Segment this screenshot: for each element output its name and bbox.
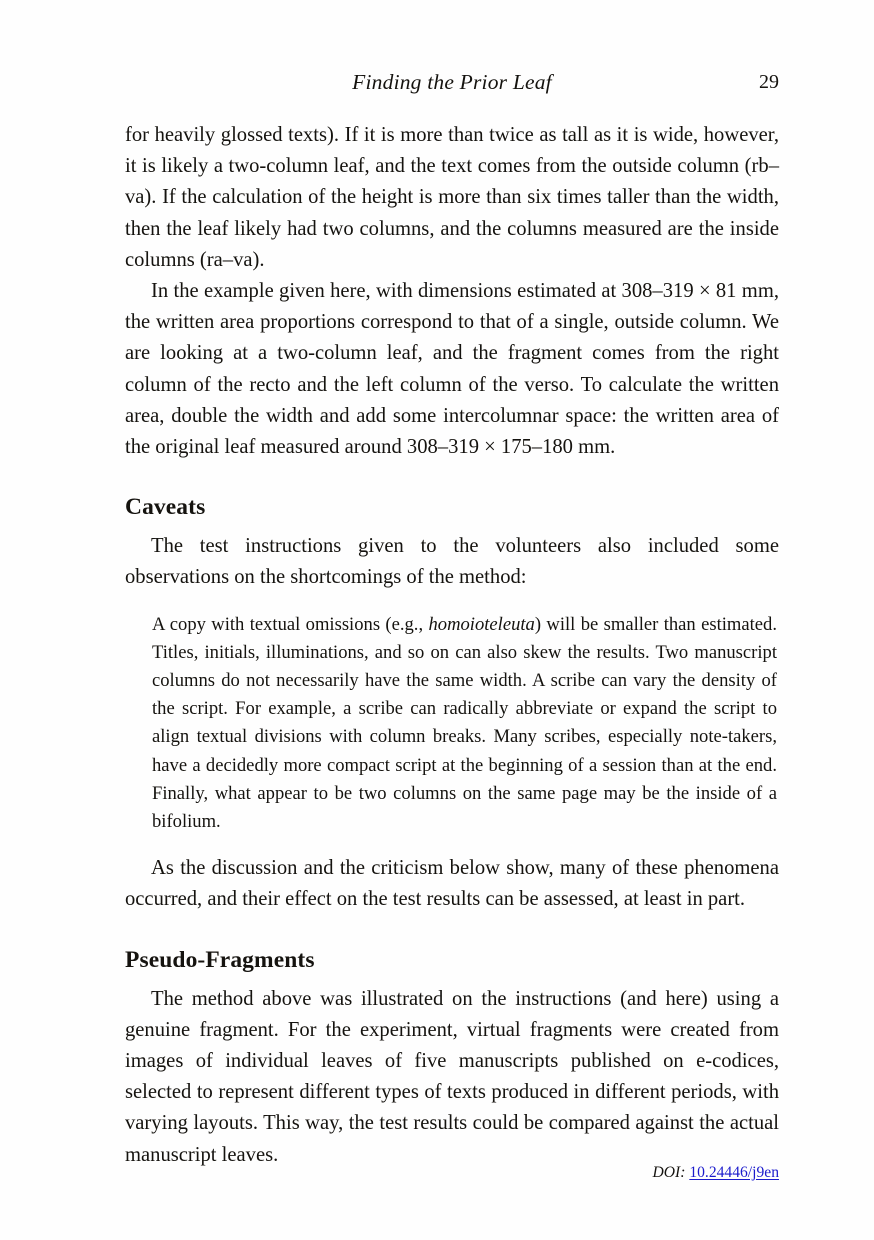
paragraph-discussion: As the discussion and the criticism below show, many of these phenomena occurred, and their effect on the test results can be assessed, at least in part. [125,857,779,911]
doi-label: DOI: [652,1164,686,1181]
heading-caveats: Caveats [125,494,206,521]
paragraph-continued: for heavily glossed texts). If it is more than twice as tall as it is wide, however, it is likely a two-column leaf, and the text comes from the outside column (rb–va). If the calculation of the height is more than six times taller than the width, then the leaf likely had two columns, and the columns measured are the inside columns (ra–va). [125,124,779,271]
running-head [125,70,779,100]
text-block [125,120,779,1171]
extract-italic-term: homoioteleuta [428,613,535,635]
spacer-above-extract [125,594,779,611]
doi-link[interactable]: 10.24446/j9en [689,1164,779,1181]
page-number: 29 [759,71,779,93]
doi-footer [653,1164,780,1182]
spacer-below-extract [125,836,779,853]
paragraph-test-instructions: The test instructions given to the volunteers also included some observations on the shortcomings of the method: [125,535,779,589]
block-quote-extract [125,611,779,837]
spacer-before-caveats [125,463,779,492]
paragraph-example-dimensions: In the example given here, with dimensions estimated at 308–319 × 81 mm, the written area proportions correspond to that of a single, outside column. We are looking at a two-column leaf, and the fragment comes from the right column of the recto and the left column of the verso. To calculate the written area, double the width and add some intercolumnar space: the written area of the original leaf measured around 308–319 × 175–180 mm. [125,280,779,459]
heading-pseudo-fragments: Pseudo-Fragments [125,946,315,973]
paragraph-method-illustrated: The method above was illustrated on the instructions (and here) using a genuine fragment. For the experiment, virtual fragments were created from images of individual leaves of five manuscripts published on e-codices, selected to represent different types of texts produced in different periods, with varying layouts. This way, the test results could be compared against the actual manuscript leaves. [125,987,779,1166]
spacer-before-pseudo-fragments [125,916,779,945]
extract-text-rest: ) will be smaller than estimated. Titles, initials, illuminations, and so on can also skew the results. Two manuscript columns do not necessarily have the same width. A scribe can vary the density of the script. For example, a scribe can radically abbreviate or expand the script to align textual divisions with column breaks. Many scribes, especially note-takers, have a decidedly more compact script at the beginning of a session than at the end. Finally, what appear to be two columns on the same page may be the inside of a bifolium. [152,613,777,833]
spacer-after-pseudo-fragments [125,975,779,984]
spacer-after-caveats [125,522,779,531]
running-head-title: Finding the Prior Leaf [352,70,552,94]
extract-text-lead: A copy with textual omissions (e.g., [152,613,429,635]
